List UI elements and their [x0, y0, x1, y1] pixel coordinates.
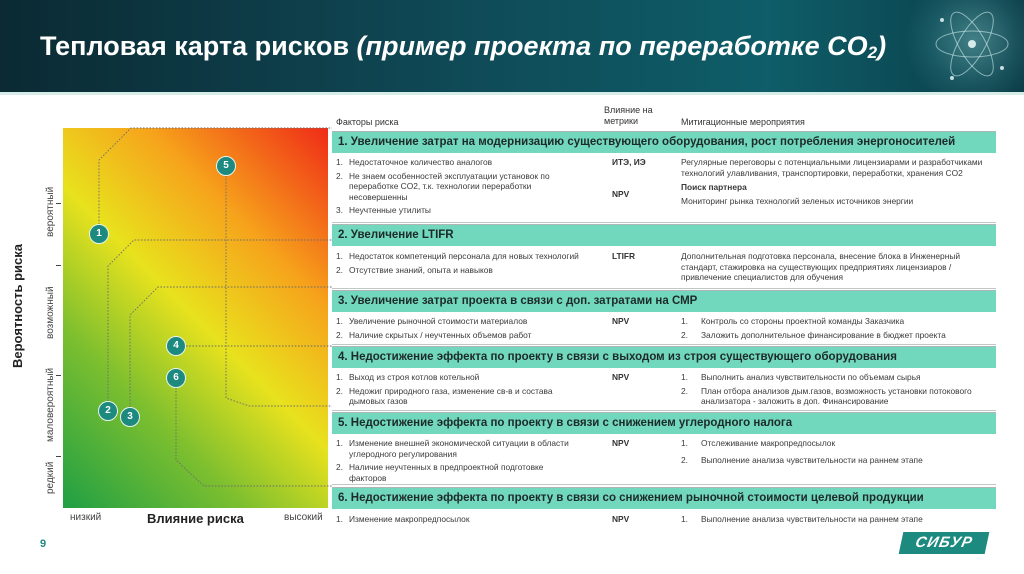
risk-header-6: 6. Недостижение эффекта по проекту в связи со снижением рыночной стоимости целевой продукции [332, 487, 996, 509]
list-item: 2. Недожиг природного газа, изменение св-в и состава дымовых газов [336, 385, 553, 406]
connector-1 [99, 128, 332, 234]
risk-marker-2[interactable]: 2 [98, 401, 118, 421]
risk-marker-5[interactable]: 5 [216, 156, 236, 176]
risk-6-factors [336, 514, 576, 528]
risk-2-factors [336, 251, 586, 278]
risk-6-metric: NPV [612, 514, 630, 524]
connector-6 [176, 378, 332, 486]
list-item: 1. Изменение внешней экономической ситуации в области углеродного регулирования [336, 438, 569, 459]
list-item: 1. Недостаток компетенций персонала для новых технологий [336, 251, 579, 261]
mitigation-item: Дополнительная подготовка персонала, внесение блока в Инженерный стандарт, стажировка на существующих предприятиях лицензиаров / привлечение специалистов для обучения [681, 251, 961, 282]
risk-1-factors [336, 157, 576, 219]
list-item: 1. Увеличение рыночной стоимости материалов [336, 316, 528, 326]
risk-1-metric: ИТЭ, ИЭ [612, 157, 646, 167]
row-divider [332, 484, 996, 485]
connector-5 [226, 166, 332, 406]
mitigation-item: 1. Контроль со стороны проектной команды Заказчика [681, 316, 905, 326]
mitigation-item: 2. Заложить дополнительное финансирование в бюджет проекта [681, 329, 946, 340]
risk-4-mitigation [681, 372, 996, 410]
risk-marker-6[interactable]: 6 [166, 368, 186, 388]
mitigation-item: 1. Выполнить анализ чувствительности по объемам сырья [681, 372, 921, 382]
list-item: 1. Недостаточное количество аналогов [336, 157, 493, 167]
risk-3-factors [336, 316, 586, 343]
risk-5-factors [336, 438, 576, 486]
mitigation-item: 2. План отбора анализов дым.газов, возможность установки потокового анализатора - заложить в доп. Финансирование [681, 385, 972, 406]
risk-4-metric: NPV [612, 372, 630, 382]
list-item: 2. Наличие неучтенных в предпроектной подготовке факторов [336, 462, 544, 483]
list-item: 1. Изменение макропредпосылок [336, 514, 470, 524]
list-item: 2. Не знаем особенностей эксплуатации установок по переработке CO2, т.к. технологии переработки несовершенны [336, 170, 550, 202]
page-title: Тепловая карта рисков (пример проекта по переработке $CO_2$) [40, 31, 887, 62]
row-divider [332, 288, 996, 289]
mitigation-item: 2. Выполнение анализа чувствительности на раннем этапе [681, 454, 923, 465]
connector-2 [108, 240, 332, 411]
risk-header-1: 1. Увеличение затрат на модернизацию существующего оборудования, рост потребления энергоносителей [332, 131, 996, 153]
risk-1-metric: NPV [612, 189, 630, 199]
risk-4-factors [336, 372, 576, 410]
risk-header-4: 4. Недостижение эффекта по проекту в связи с выходом из строя существующего оборудования [332, 346, 996, 368]
col-header-metrics-line1: Влияние на [604, 105, 653, 115]
risk-header-5: 5. Недостижение эффекта по проекту в связи с снижением углеродного налога [332, 412, 996, 434]
row-divider [332, 344, 996, 345]
risk-6-mitigation [681, 514, 996, 528]
mitigation-item: 1. Выполнение анализа чувствительности на раннем этапе [681, 514, 923, 524]
col-header-metrics-line2: метрики [604, 116, 639, 126]
row-divider [332, 410, 996, 411]
x-label-high: высокий [284, 512, 323, 523]
risk-marker-4[interactable]: 4 [166, 336, 186, 356]
risk-2-mitigation [681, 251, 981, 283]
y-axis-title: Вероятность риска [10, 243, 25, 368]
col-header-factors: Факторы риска [336, 117, 399, 127]
risk-3-mitigation [681, 316, 996, 343]
risk-1-mitigation [681, 157, 996, 206]
row-divider [332, 222, 996, 223]
mitigation-item: 1. Отслеживание макропредпосылок [681, 438, 836, 448]
list-item: 2. Наличие скрытых / неучтенных объемов работ [336, 329, 532, 340]
risk-5-metric: NPV [612, 438, 630, 448]
y-level-likely: вероятный [45, 186, 56, 237]
risk-header-2: 2. Увеличение LTIFR [332, 224, 996, 246]
risk-marker-1[interactable]: 1 [89, 224, 109, 244]
y-level-rare: редкий [45, 461, 56, 494]
y-level-unlikely: маловероятный [45, 367, 56, 442]
risk-header-3: 3. Увеличение затрат проекта в связи с доп. затратами на СМР [332, 290, 996, 312]
mitigation-item: Регулярные переговоры с потенциальными лицензиарами и разработчиками технологий улавливания, транспортировки, переработки, хранения CO2 [681, 157, 983, 178]
y-level-possible: возможный [45, 286, 56, 339]
x-axis-title: Влияние риска [147, 511, 244, 526]
mitigation-item: Мониторинг рынка технологий зеленых источников энергии [681, 195, 914, 206]
risk-3-metric: NPV [612, 316, 630, 326]
col-header-mitigation: Митигационные мероприятия [681, 117, 805, 127]
sibur-logo: СИБУР [899, 532, 990, 554]
mitigation-item: Поиск партнера [681, 182, 747, 192]
risk-5-mitigation [681, 438, 996, 468]
risk-2-metric: LTIFR [612, 251, 636, 261]
page-number: 9 [40, 538, 47, 550]
list-item: 1. Выход из строя котлов котельной [336, 372, 480, 382]
list-item: 2. Отсутствие знаний, опыта и навыков [336, 264, 493, 275]
x-label-low: низкий [70, 512, 102, 523]
connector-3 [130, 287, 332, 417]
list-item: 3. Неучтенные утилиты [336, 205, 431, 215]
risk-marker-3[interactable]: 3 [120, 407, 140, 427]
